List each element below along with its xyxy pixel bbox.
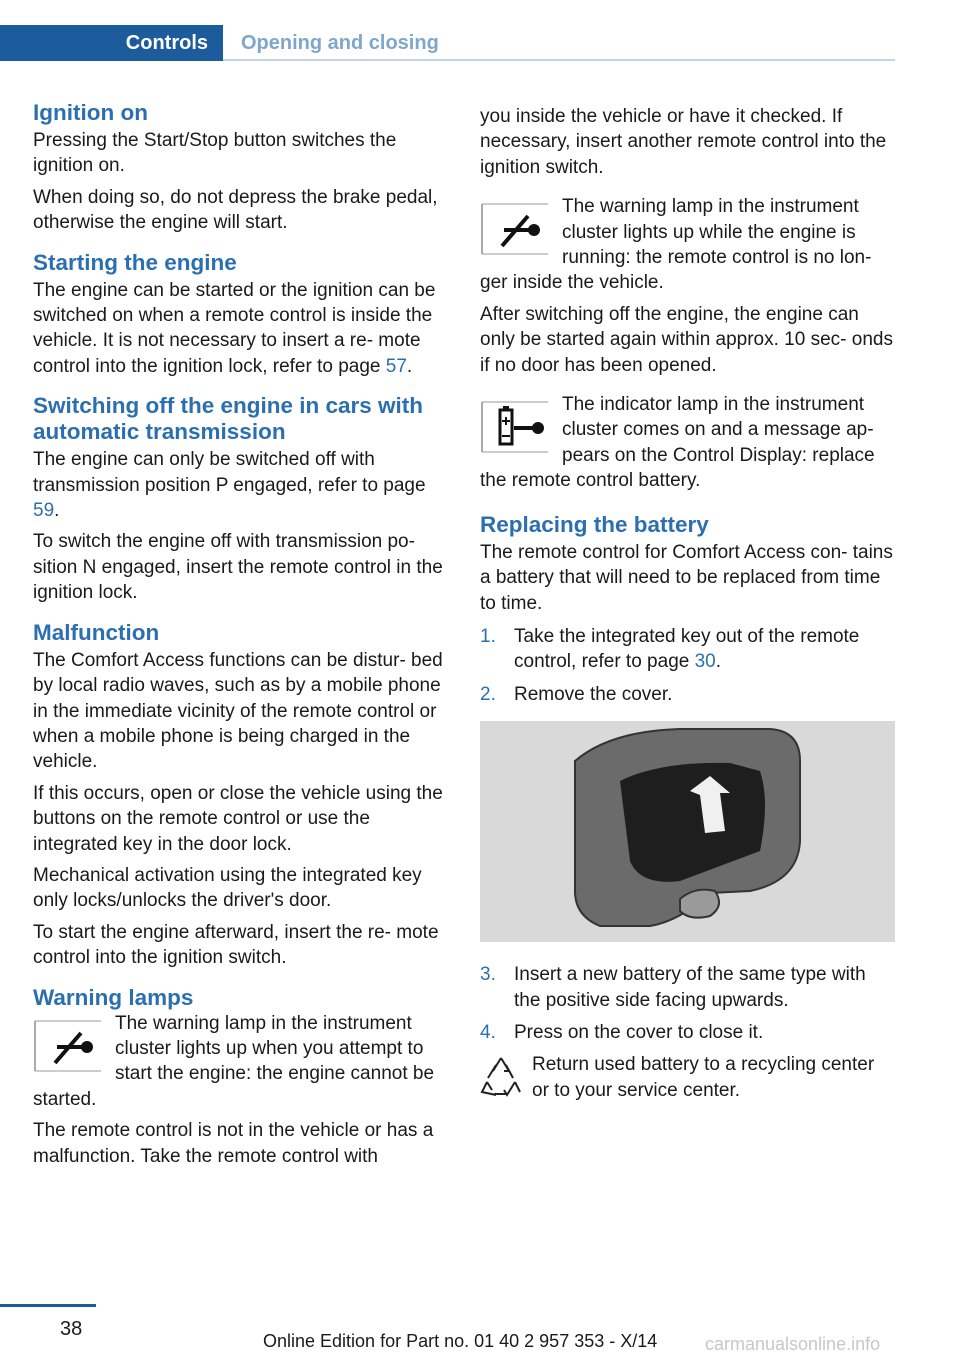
recycle-icon [480, 1054, 522, 1100]
remote-key-warning-icon [480, 200, 550, 258]
paragraph: To switch the engine off with transmission po- sition N engaged, insert the remote control in the ignition lock. [33, 531, 443, 604]
indicator-lamp-note [480, 392, 895, 494]
page-link-30[interactable]: 30 [694, 651, 716, 673]
paragraph: The engine can be started or the ignition can be switched on when a remote control is inside the vehicle. It is not necessary to insert a re- mote control into the ignition lock, refer to page 57. [33, 279, 436, 377]
paragraph: The engine can only be switched off with transmission position P engaged, refer to page 59. [33, 449, 426, 522]
warning-lamp-note [33, 1011, 448, 1113]
step-text: Insert a new battery of the same type with the positive side facing upwards. [514, 964, 866, 1011]
recycling-note [480, 1052, 895, 1109]
watermark: carmanualsonline.info [705, 1334, 881, 1354]
heading-replacing-battery: Replacing the battery [480, 511, 709, 537]
paragraph: After switching off the engine, the engine can only be started again within approx. 10 sec- onds if no door has been opened. [480, 303, 893, 376]
list-item [480, 682, 895, 707]
section-tab-opening-closing: Opening and closing [241, 31, 439, 54]
left-column [33, 100, 448, 1175]
section-tab-controls: Controls [0, 25, 223, 61]
footer-divider [0, 1304, 96, 1307]
paragraph: The Comfort Access functions can be distur- bed by local radio waves, such as by a mobile phone in the immediate vicinity of the remote control or when a mobile phone is being charged in the vehicle. [33, 649, 443, 773]
page-link-57[interactable]: 57 [385, 355, 407, 377]
heading-malfunction: Malfunction [33, 619, 160, 645]
paragraph: When doing so, do not depress the brake pedal, otherwise the engine will start. [33, 186, 438, 234]
paragraph: Pressing the Start/Stop button switches the ignition on. [33, 130, 397, 177]
heading-starting-engine: Starting the engine [33, 249, 237, 275]
paragraph-text: The engine can only be switched off with transmission position P engaged, refer to page [33, 449, 426, 496]
paragraph: To start the engine afterward, insert the re- mote control into the ignition switch. [33, 921, 439, 969]
paragraph-text: The engine can be started or the ignition can be switched on when a remote control is inside the vehicle. It is not necessary to insert a re- mote control into the ignition lock, refer to page [33, 279, 436, 377]
step-text: Remove the cover. [514, 683, 673, 705]
heading-ignition-on: Ignition on [33, 100, 148, 125]
paragraph: If this occurs, open or close the vehicle using the buttons on the remote control or use the integrated key in the door lock. [33, 782, 443, 855]
step-number: 4. [480, 1021, 496, 1043]
paragraph: The warning lamp in the instrument cluster lights up while the engine is running: the remote control is no lon- ger inside the vehicle. [480, 196, 872, 294]
remote-control-cover-illustration [480, 721, 895, 942]
step-number: 2. [480, 683, 496, 705]
step-text-tail: . [715, 651, 722, 673]
edition-note: Online Edition for Part no. 01 40 2 957 353 - X/14 [263, 1331, 658, 1351]
key-battery-indicator-icon [480, 398, 550, 456]
paragraph: The remote control for Comfort Access con- tains a battery that will need to be replaced from time to time. [480, 541, 893, 614]
heading-warning-lamps: Warning lamps [33, 984, 194, 1010]
step-text: Press on the cover to close it. [514, 1021, 764, 1043]
steps-list [480, 624, 895, 707]
header-divider [223, 59, 895, 61]
list-item [480, 1020, 895, 1045]
paragraph: you inside the vehicle or have it checked. If necessary, insert another remote control into the ignition switch. [480, 106, 887, 178]
paragraph: Return used battery to a recycling center or to your service center. [532, 1054, 875, 1101]
page-header [0, 25, 895, 61]
paragraph: The warning lamp in the instrument cluster lights up when you attempt to start the engine: the engine cannot be started. [33, 1012, 435, 1110]
list-item [480, 962, 895, 1013]
paragraph: Mechanical activation using the integrated key only locks/unlocks the driver's door. [33, 864, 422, 912]
right-column [480, 104, 895, 1109]
page-number: 38 [60, 1318, 83, 1340]
step-number: 3. [480, 964, 496, 986]
warning-lamp-note-2 [480, 194, 895, 296]
step-text: Take the integrated key out of the remote control, refer to page [514, 625, 860, 673]
paragraph: The remote control is not in the vehicle or has a malfunction. Take the remote control with [33, 1120, 434, 1167]
step-number: 1. [480, 625, 496, 647]
remote-key-warning-icon [33, 1017, 103, 1075]
list-item [480, 624, 895, 675]
heading-switching-off: Switching off the engine in cars with automatic transmission [33, 393, 424, 445]
page-link-59[interactable]: 59 [33, 500, 55, 522]
paragraph: The indicator lamp in the instrument cluster comes on and a message ap- pears on the Control Display: replace the remote control battery. [480, 394, 875, 492]
steps-list-continued [480, 962, 895, 1045]
